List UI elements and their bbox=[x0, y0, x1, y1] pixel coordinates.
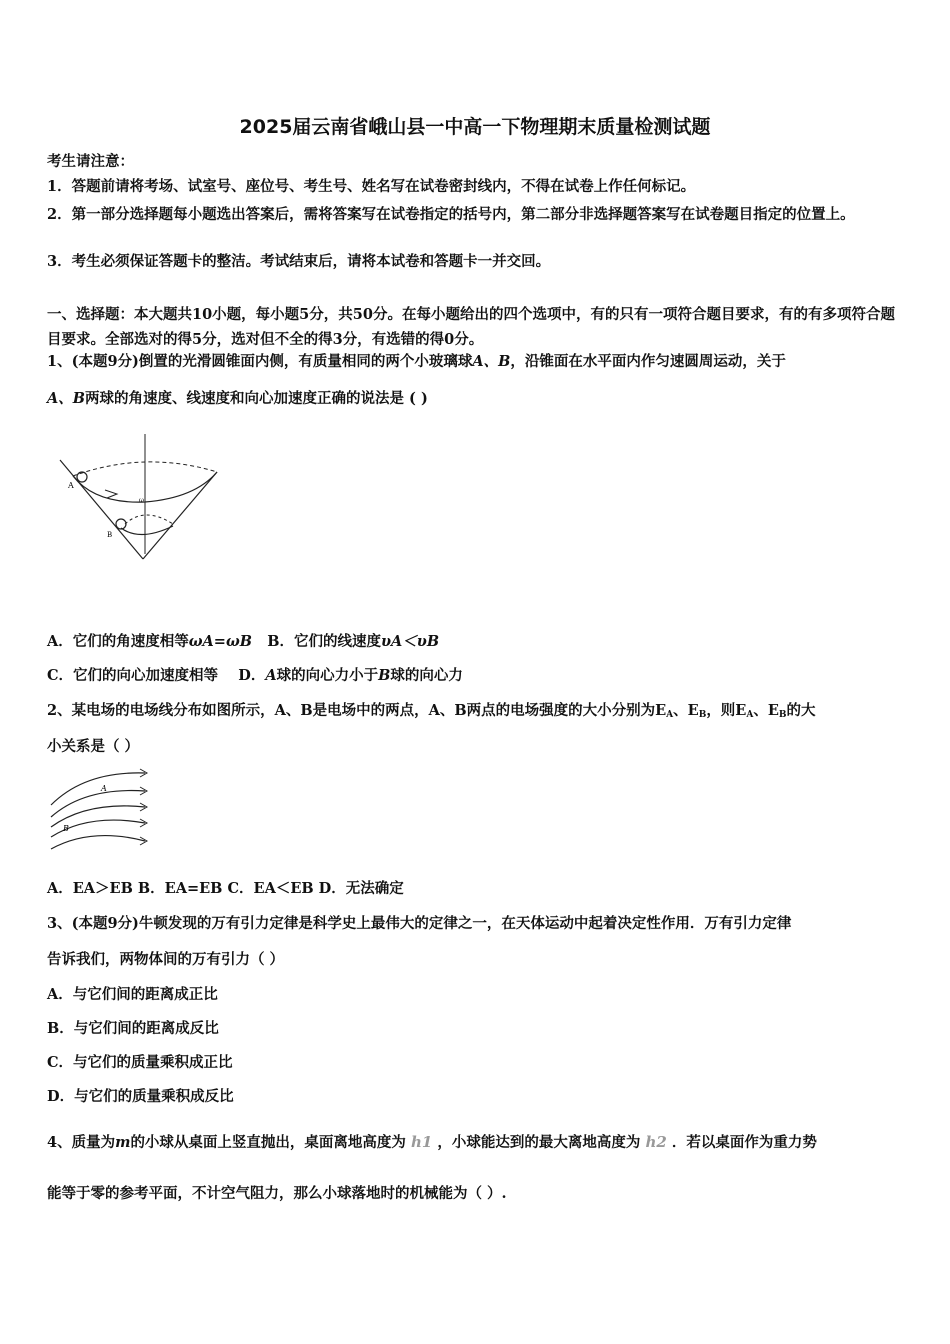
q1-stem-line2: A、B两球的角速度、线速度和向心加速度正确的说法是 ( ) bbox=[47, 390, 428, 407]
page-title: 2025届云南省峨山县一中高一下物理期末质量检测试题 bbox=[239, 116, 711, 138]
notice-heading: 考生请注意： bbox=[47, 153, 134, 170]
q2-stem-line1: 2、某电场的电场线分布如图所示，A、B是电场中的两点，A、B两点的电场强度的大小分别为$E_A$、$E_B$，则$E_A$、$E_B$的大 bbox=[47, 702, 816, 720]
q4-h1: h1 bbox=[411, 1133, 433, 1151]
notice-item-1: 1．答题前请将考场、试室号、座位号、考生号、姓名写在试卷密封线内，不得在试卷上作任何标记。 bbox=[47, 178, 696, 195]
q4-stem-line1: 4、质量为m的小球从桌面上竖直抛出，桌面离地高度为 h1 ，小球能达到的最大离地高度为 h2 ．若以桌面作为重力势 bbox=[47, 1133, 817, 1151]
cone-label-b: B bbox=[107, 531, 113, 539]
q1-options-cd: C．它们的向心加速度相等 D．A球的向心力小于B球的向心力 bbox=[47, 667, 463, 684]
q1-stem-line1: 1、(本题9分)倒置的光滑圆锥面内侧，有质量相同的两个小玻璃球A、B，沿锥面在水平面内作匀速圆周运动，关于 bbox=[47, 353, 786, 370]
q3-option-c: C．与它们的质量乘积成正比 bbox=[47, 1054, 233, 1071]
q3-option-a: A．与它们间的距离成正比 bbox=[47, 986, 218, 1003]
notice-item-3: 3．考生必须保证答题卡的整洁。考试结束后，请将本试卷和答题卡一并交回。 bbox=[47, 253, 551, 270]
notice-item-2: 2．第一部分选择题每小题选出答案后，需将答案写在试卷指定的括号内，第二部分非选择题答案写在试卷题目指定的位置上。 bbox=[47, 206, 855, 223]
q3-option-d: D．与它们的质量乘积成反比 bbox=[47, 1088, 234, 1105]
field-label-a: A bbox=[101, 784, 107, 793]
q3-stem-line2: 告诉我们，两物体间的万有引力（ ） bbox=[47, 951, 285, 968]
svg-text:ω: ω bbox=[139, 497, 144, 504]
field-label-b: B bbox=[63, 824, 69, 833]
q2-options: A．EA＞EB B．EA=EB C．EA＜EB D．无法确定 bbox=[47, 880, 404, 897]
cone-diagram bbox=[55, 432, 225, 567]
q4-h2: h2 bbox=[645, 1133, 667, 1151]
q3-option-b: B．与它们间的距离成反比 bbox=[47, 1020, 219, 1037]
field-lines-diagram bbox=[45, 765, 155, 855]
q4-stem-line2: 能等于零的参考平面，不计空气阻力，那么小球落地时的机械能为（ ）. bbox=[47, 1185, 507, 1202]
q1-options-ab: A．它们的角速度相等ωA=ωB B．它们的线速度υA＜υB bbox=[47, 633, 440, 650]
cone-label-a: A bbox=[68, 481, 74, 490]
q2-stem-line2: 小关系是（ ） bbox=[47, 738, 140, 755]
section-heading: 一、选择题：本大题共10小题，每小题5分，共50分。在每小题给出的四个选项中，有的只有一项符合题目要求，有的有多项符合题目要求。全部选对的得5分，选对但不全的得3分，有选错的得0分。 bbox=[47, 306, 895, 348]
q3-stem-line1: 3、(本题9分)牛顿发现的万有引力定律是科学史上最伟大的定律之一，在天体运动中起着决定性作用．万有引力定律 bbox=[47, 915, 792, 932]
